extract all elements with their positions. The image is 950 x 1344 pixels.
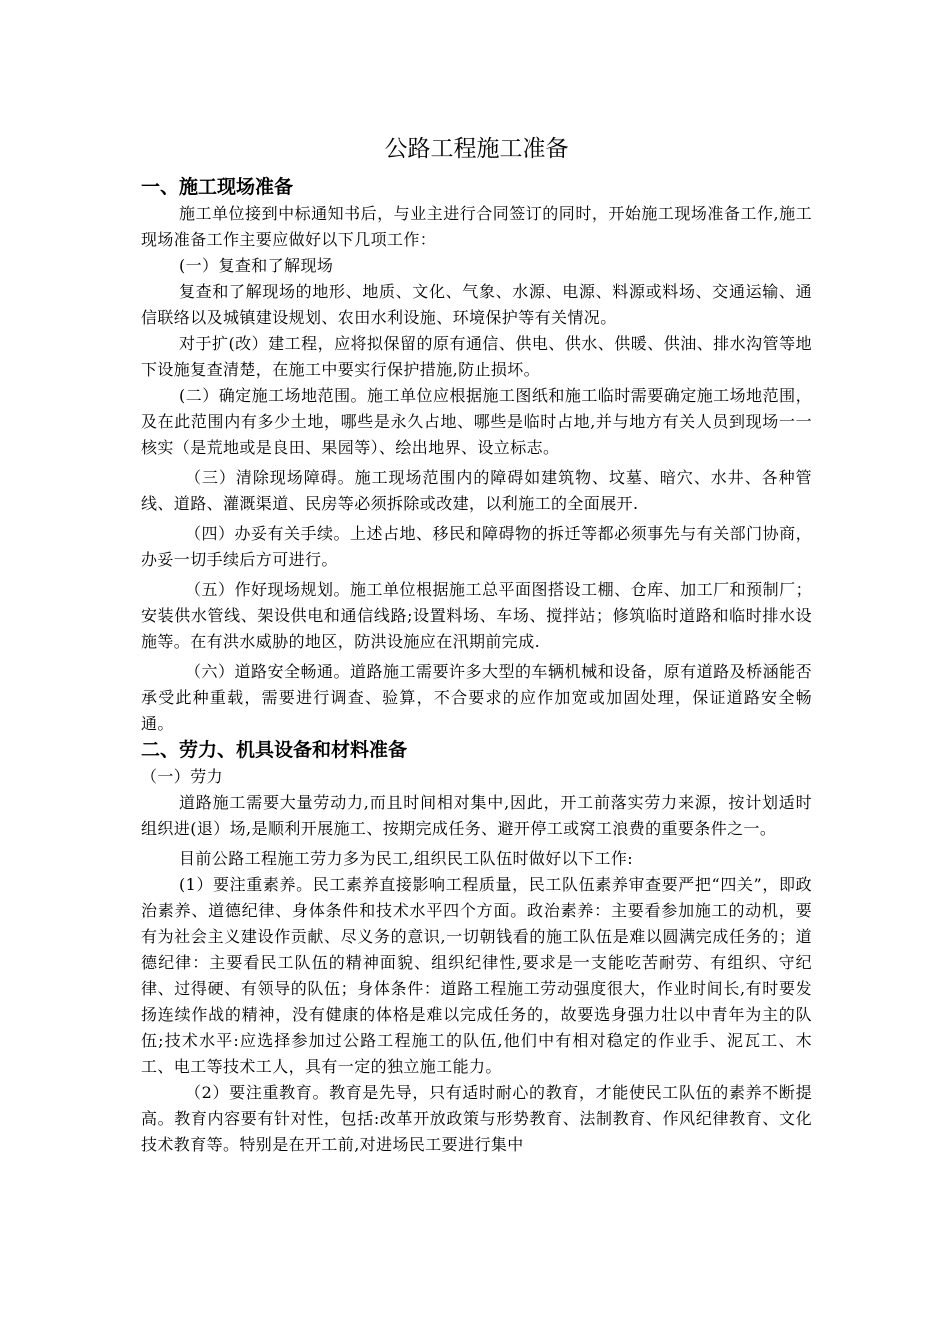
item-5-paragraph: （五）作好现场规划。施工单位根据施工总平面图搭设工棚、仓库、加工厂和预制厂；安装供水管线、架设供电和通信线路;设置料场、车场、搅拌站；修筑临时道路和临时排水设施等。在有洪水威胁的地区，防洪设施应在汛期前完成. <box>141 580 812 651</box>
section-1-intro: 施工单位接到中标通知书后，与业主进行合同签订的同时，开始施工现场准备工作,施工现场准备工作主要应做好以下几项工作： <box>141 204 812 249</box>
page-title: 公路工程施工准备 <box>384 136 569 162</box>
section-2-subheading: （一）劳力 <box>141 767 224 786</box>
section-2-paragraph-4: （2）要注重教育。教育是先导，只有适时耐心的教育，才能使民工队伍的素养不断提高。教育内容要有针对性，包括:改革开放政策与形势教育、法制教育、作风纪律教育、文化技术教育等。特别是在开工前,对进场民工要进行集中 <box>141 1083 812 1154</box>
section-1-heading: 一、施工现场准备 <box>141 176 294 198</box>
item-4-paragraph: （四）办妥有关手续。上述占地、移民和障碍物的拆迁等都必须事先与有关部门协商，办妥一切手续后方可进行。 <box>141 524 812 569</box>
item-1-paragraph-1: 复查和了解现场的地形、地质、文化、气象、水源、电源、料源或料场、交通运输、通信联络以及城镇建设规划、农田水利设施、环境保护等有关情况。 <box>141 282 812 327</box>
item-2-paragraph: (二）确定施工场地范围。施工单位应根据施工图纸和施工临时需要确定施工场地范围，及在此范围内有多少土地，哪些是永久占地、哪些是临时占地,并与地方有关人员到现场一一核实（是荒地或是良田、果园等）、绘出地界、设立标志。 <box>141 386 812 457</box>
section-2-paragraph-2: 目前公路工程施工劳力多为民工,组织民工队伍时做好以下工作: <box>179 849 634 868</box>
item-3-paragraph: （三）清除现场障碍。施工现场范围内的障碍如建筑物、坟墓、暗穴、水井、各种管线、道路、灌溉渠道、民房等必须拆除或改建，以利施工的全面展开. <box>141 468 812 513</box>
section-2-heading: 二、劳力、机具设备和材料准备 <box>141 739 408 761</box>
section-2-paragraph-3: (1）要注重素养。民工素养直接影响工程质量，民工队伍素养审查要严把“四关”，即政治素养、道德纪律、身体条件和技术水平四个方面。政治素养：主要看参加施工的动机，要有为社会主义建设作贡献、尽义务的意识,一切朝钱看的施工队伍是难以圆满完成任务的；道德纪律：主要看民工队伍的精神面貌、组织纪律性,要求是一支能吃苦耐劳、有组织、守纪律、过得硬、有领导的队伍；身体条件：道路工程施工劳动强度很大，作业时间长,有时要发扬连续作战的精神，没有健康的体格是难以完成任务的，故要选身强力壮以中青年为主的队伍;技术水平:应选择参加过公路工程施工的队伍,他们中有相对稳定的作业手、泥瓦工、木工、电工等技术工人，具有一定的独立施工能力。 <box>141 875 812 1076</box>
item-6-paragraph: （六）道路安全畅通。道路施工需要许多大型的车辆机械和设备，原有道路及桥涵能否承受此种重载，需要进行调查、验算，不合要求的应作加宽或加固处理，保证道路安全畅通。 <box>141 662 812 733</box>
item-1-paragraph-2: 对于扩(改）建工程，应将拟保留的原有通信、供电、供水、供暖、供油、排水沟管等地下设施复查清楚，在施工中要实行保护措施,防止损坏。 <box>141 334 812 379</box>
section-2-paragraph-1: 道路施工需要大量劳动力,而且时间相对集中,因此，开工前落实劳力来源，按计划适时组织进(退）场,是顺利开展施工、按期完成任务、避开停工或窝工浪费的重要条件之一。 <box>141 793 812 838</box>
item-1-title: (一）复查和了解现场 <box>179 256 334 275</box>
